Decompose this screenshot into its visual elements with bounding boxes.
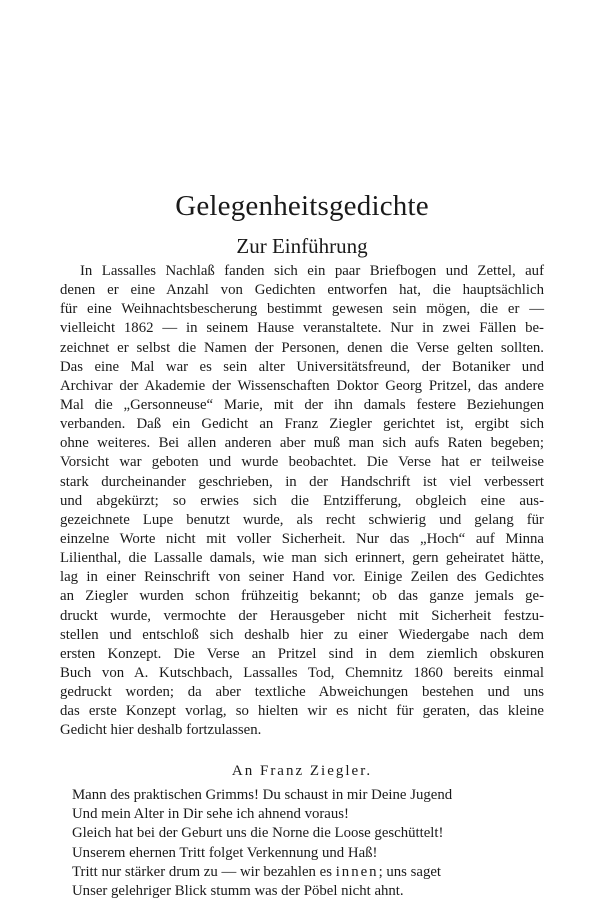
intro-line: das erste Konzept vorlag, so hielten wir es nicht für geraten, das kleine	[60, 703, 544, 720]
intro-line: und abgekürzt; so erwies sich die Entzifferung, obgleich eine aus-	[60, 492, 544, 509]
intro-line: Das eine Mal war es sein alter Universitätsfreund, der Botaniker und	[60, 358, 544, 375]
intro-line: ersten Konzept. Die Verse an Pritzel sind in dem ziemlich obskuren	[60, 645, 544, 662]
poem-line: Unserem ehernen Tritt folget Verkennung und Haß!	[72, 844, 378, 861]
intro-line: denen er eine Anzahl von Gedichten entworfen hat, die hauptsächlich	[60, 282, 544, 299]
intro-line: stellen und entschloß sich deshalb hier zu einer Wiedergabe nach dem	[60, 626, 544, 643]
page-title: Gelegenheitsgedichte	[175, 190, 429, 222]
poem-line: Mann des praktischen Grimms! Du schaust in mir Deine Jugend	[72, 787, 453, 803]
intro-line: gedruckt worden; da aber textliche Abweichungen bestehen und uns	[60, 684, 544, 701]
intro-line: Buch von A. Kutschbach, Lassalles Tod, Chemnitz 1860 bereits einmal	[60, 664, 544, 681]
intro-line: Gedicht hier deshalb fortzulassen.	[60, 722, 262, 739]
intro-line: Mal die „Gersonneuse“ Marie, mit der ihn damals festere Beziehungen	[60, 396, 544, 413]
section-subtitle: Zur Einführung	[236, 234, 368, 258]
intro-line: In Lassalles Nachlaß fanden sich ein paar Briefbogen und Zettel, auf	[80, 263, 544, 279]
poem-line	[72, 863, 544, 882]
document-page	[60, 0, 544, 922]
poem	[72, 786, 544, 901]
poem-line: Gleich hat bei der Geburt uns die Norne die Loose geschüttelt!	[72, 825, 444, 842]
intro-line: gezeichnete Lupe benutzt wurde, als recht schwierig und gelang für	[60, 511, 544, 528]
poem-line: Unser gelehriger Blick stumm was der Pöbel nicht ahnt.	[72, 882, 404, 899]
intro-line: an Ziegler wurden schon frühzeitig bekannt; ob das ganze jemals ge-	[60, 588, 544, 605]
intro-line: Vorsicht war geboten und wurde beobachtet. Die Verse hat er teilweise	[60, 454, 544, 471]
poem-line-part: Tritt nur stärker drum zu — wir bezahlen es	[72, 863, 336, 880]
intro-line: ohne weiteres. Bei allen anderen aber muß man sich aufs Raten begeben;	[60, 435, 544, 452]
intro-line: stark durcheinander geschrieben, in der Handschrift ist viel verbessert	[60, 473, 544, 490]
poem-title: An Franz Ziegler.	[231, 763, 373, 779]
intro-line: lag in einer Reinschrift von seiner Hand vor. Einige Zeilen des Gedichtes	[60, 569, 544, 586]
intro-line: einzelne Worte nicht mit voller Sicherheit. Nur das „Hoch“ auf Minna	[60, 530, 544, 547]
intro-line: zeichnet er selbst die Namen der Personen, denen die Verse gelten sollten.	[60, 339, 544, 356]
intro-line: druckt wurde, vermochte der Herausgeber nicht mit Sicherheit festzu-	[60, 607, 544, 624]
emphasized-word: innen	[335, 863, 379, 880]
intro-paragraph	[60, 262, 544, 741]
poem-line-part: ; uns saget	[378, 863, 442, 880]
intro-line: Archivar der Akademie der Wissenschaften Doktor Georg Pritzel, das andere	[60, 377, 544, 394]
intro-line: vielleicht 1862 — in seinem Hause veranstaltete. Nur in zwei Fällen be-	[60, 320, 544, 337]
intro-line: Lilienthal, die Lassalle damals, wie man sich erinnert, gern geheiratet hätte,	[60, 550, 544, 567]
poem-line: Und mein Alter in Dir sehe ich ahnend voraus!	[72, 806, 349, 823]
intro-line: verbanden. Daß ein Gedicht an Franz Ziegler gerichtet ist, ergibt sich	[60, 416, 544, 433]
intro-line: für eine Weihnachtsbescherung bestimmt gewesen sein mögen, die er —	[60, 301, 544, 318]
